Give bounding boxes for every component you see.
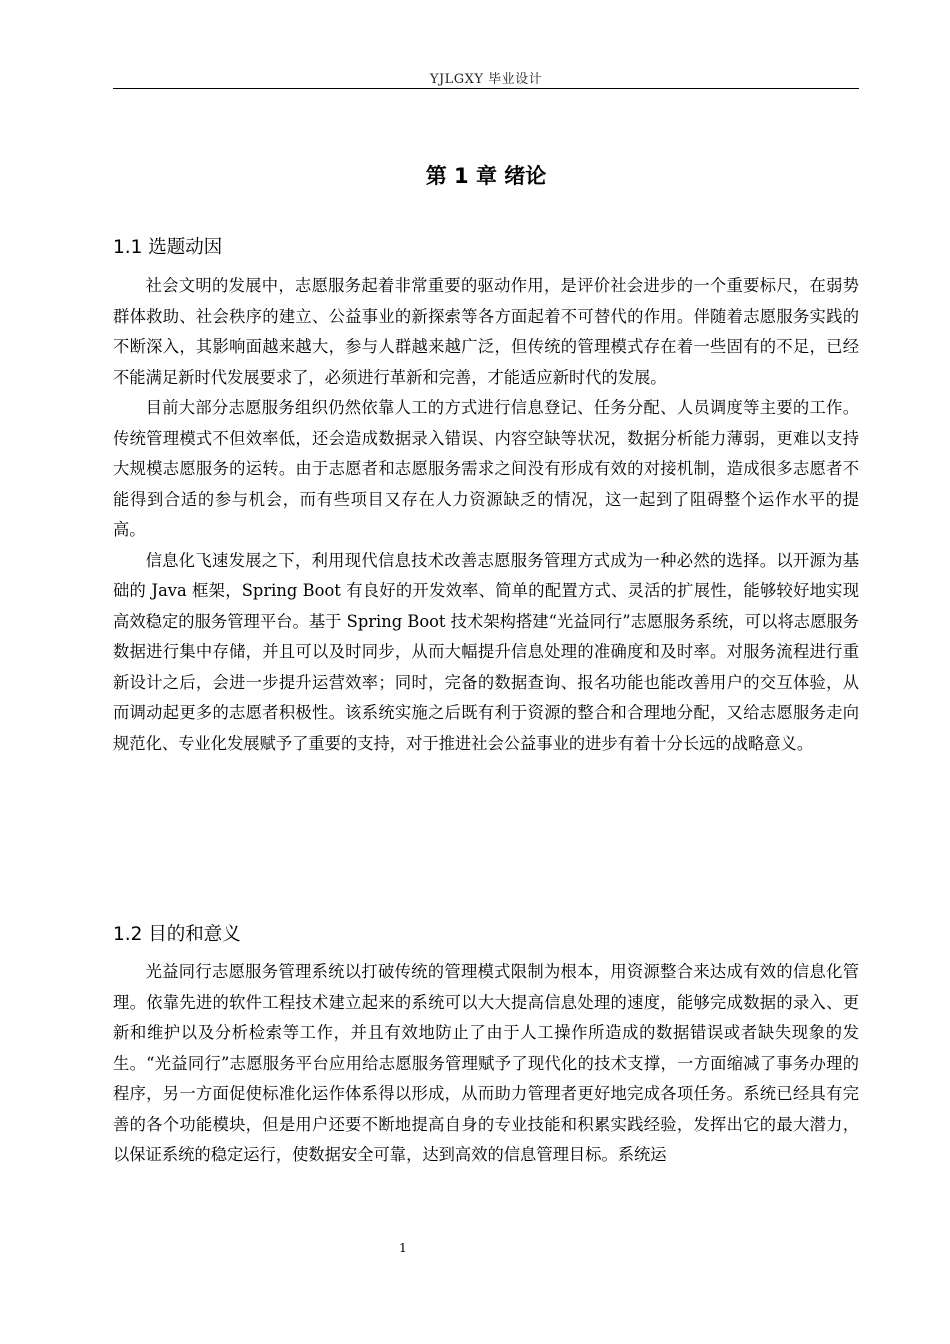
paragraph: 社会文明的发展中，志愿服务起着非常重要的驱动作用，是评价社会进步的一个重要标尺，在弱势群体救助、社会秩序的建立、公益事业的新探索等各方面起着不可替代的作用。伴随着志愿服务实践的不断深入，其影响面越来越大，参与人群越来越广泛，但传统的管理模式存在着一些固有的不足，已经不能满足新时代发展要求了，必须进行革新和完善，才能适应新时代的发展。 xyxy=(113,276,859,387)
chapter-title: 第 1 章 绪论 xyxy=(425,164,547,188)
paragraph: 信息化飞速发展之下，利用现代信息技术改善志愿服务管理方式成为一种必然的选择。以开源为基础的 Java 框架，Spring Boot 有良好的开发效率、简单的配置方式、灵活的扩展性，能够较好地实现高效稳定的服务管理平台。基于 Spring Boot 技术架构搭建“光益同行”志愿服务系统，可以将志愿服务数据进行集中存储，并且可以及时同步，从而大幅提升信息处理的准确度和及时率。对服务流程进行重新设计之后，会进一步提升运营效率；同时，完备的数据查询、报名功能也能改善用户的交互体验，从而调动起更多的志愿者积极性。该系统实施之后既有利于资源的整合和合理地分配，又给志愿服务走向规范化、专业化发展赋予了重要的支持，对于推进社会公益事业的进步有着十分长远的战略意义。 xyxy=(113,550,859,753)
running-header: YJLGXY 毕业设计 xyxy=(429,72,543,87)
page-number: 1 xyxy=(399,1241,407,1255)
paragraph: 目前大部分志愿服务组织仍然依靠人工的方式进行信息登记、任务分配、人员调度等主要的工作。传统管理模式不但效率低，还会造成数据录入错误、内容空缺等状况，数据分析能力薄弱，更难以支持大规模志愿服务的运转。由于志愿者和志愿服务需求之间没有形成有效的对接机制，造成很多志愿者不能得到合适的参与机会，而有些项目又存在人力资源缺乏的情况，这一起到了阻碍整个运作水平的提高。 xyxy=(113,398,859,539)
header-rule xyxy=(113,88,859,89)
section-body-1-1 xyxy=(113,271,859,759)
section-heading-1-1: 1.1 选题动因 xyxy=(113,237,223,258)
paragraph: 光益同行志愿服务管理系统以打破传统的管理模式限制为根本，用资源整合来达成有效的信息化管理。依靠先进的软件工程技术建立起来的系统可以大大提高信息处理的速度，能够完成数据的录入、更新和维护以及分析检索等工作，并且有效地防止了由于人工操作所造成的数据错误或者缺失现象的发生。“光益同行”志愿服务平台应用给志愿服务管理赋予了现代化的技术支撑，一方面缩减了事务办理的程序，另一方面促使标准化运作体系得以形成，从而助力管理者更好地完成各项任务。系统已经具有完善的各个功能模块，但是用户还要不断地提高自身的专业技能和积累实践经验，发挥出它的最大潜力，以保证系统的稳定运行，使数据安全可靠，达到高效的信息管理目标。系统运 xyxy=(113,962,859,1164)
section-heading-1-2: 1.2 目的和意义 xyxy=(113,924,241,945)
section-body-1-2 xyxy=(113,957,859,1171)
